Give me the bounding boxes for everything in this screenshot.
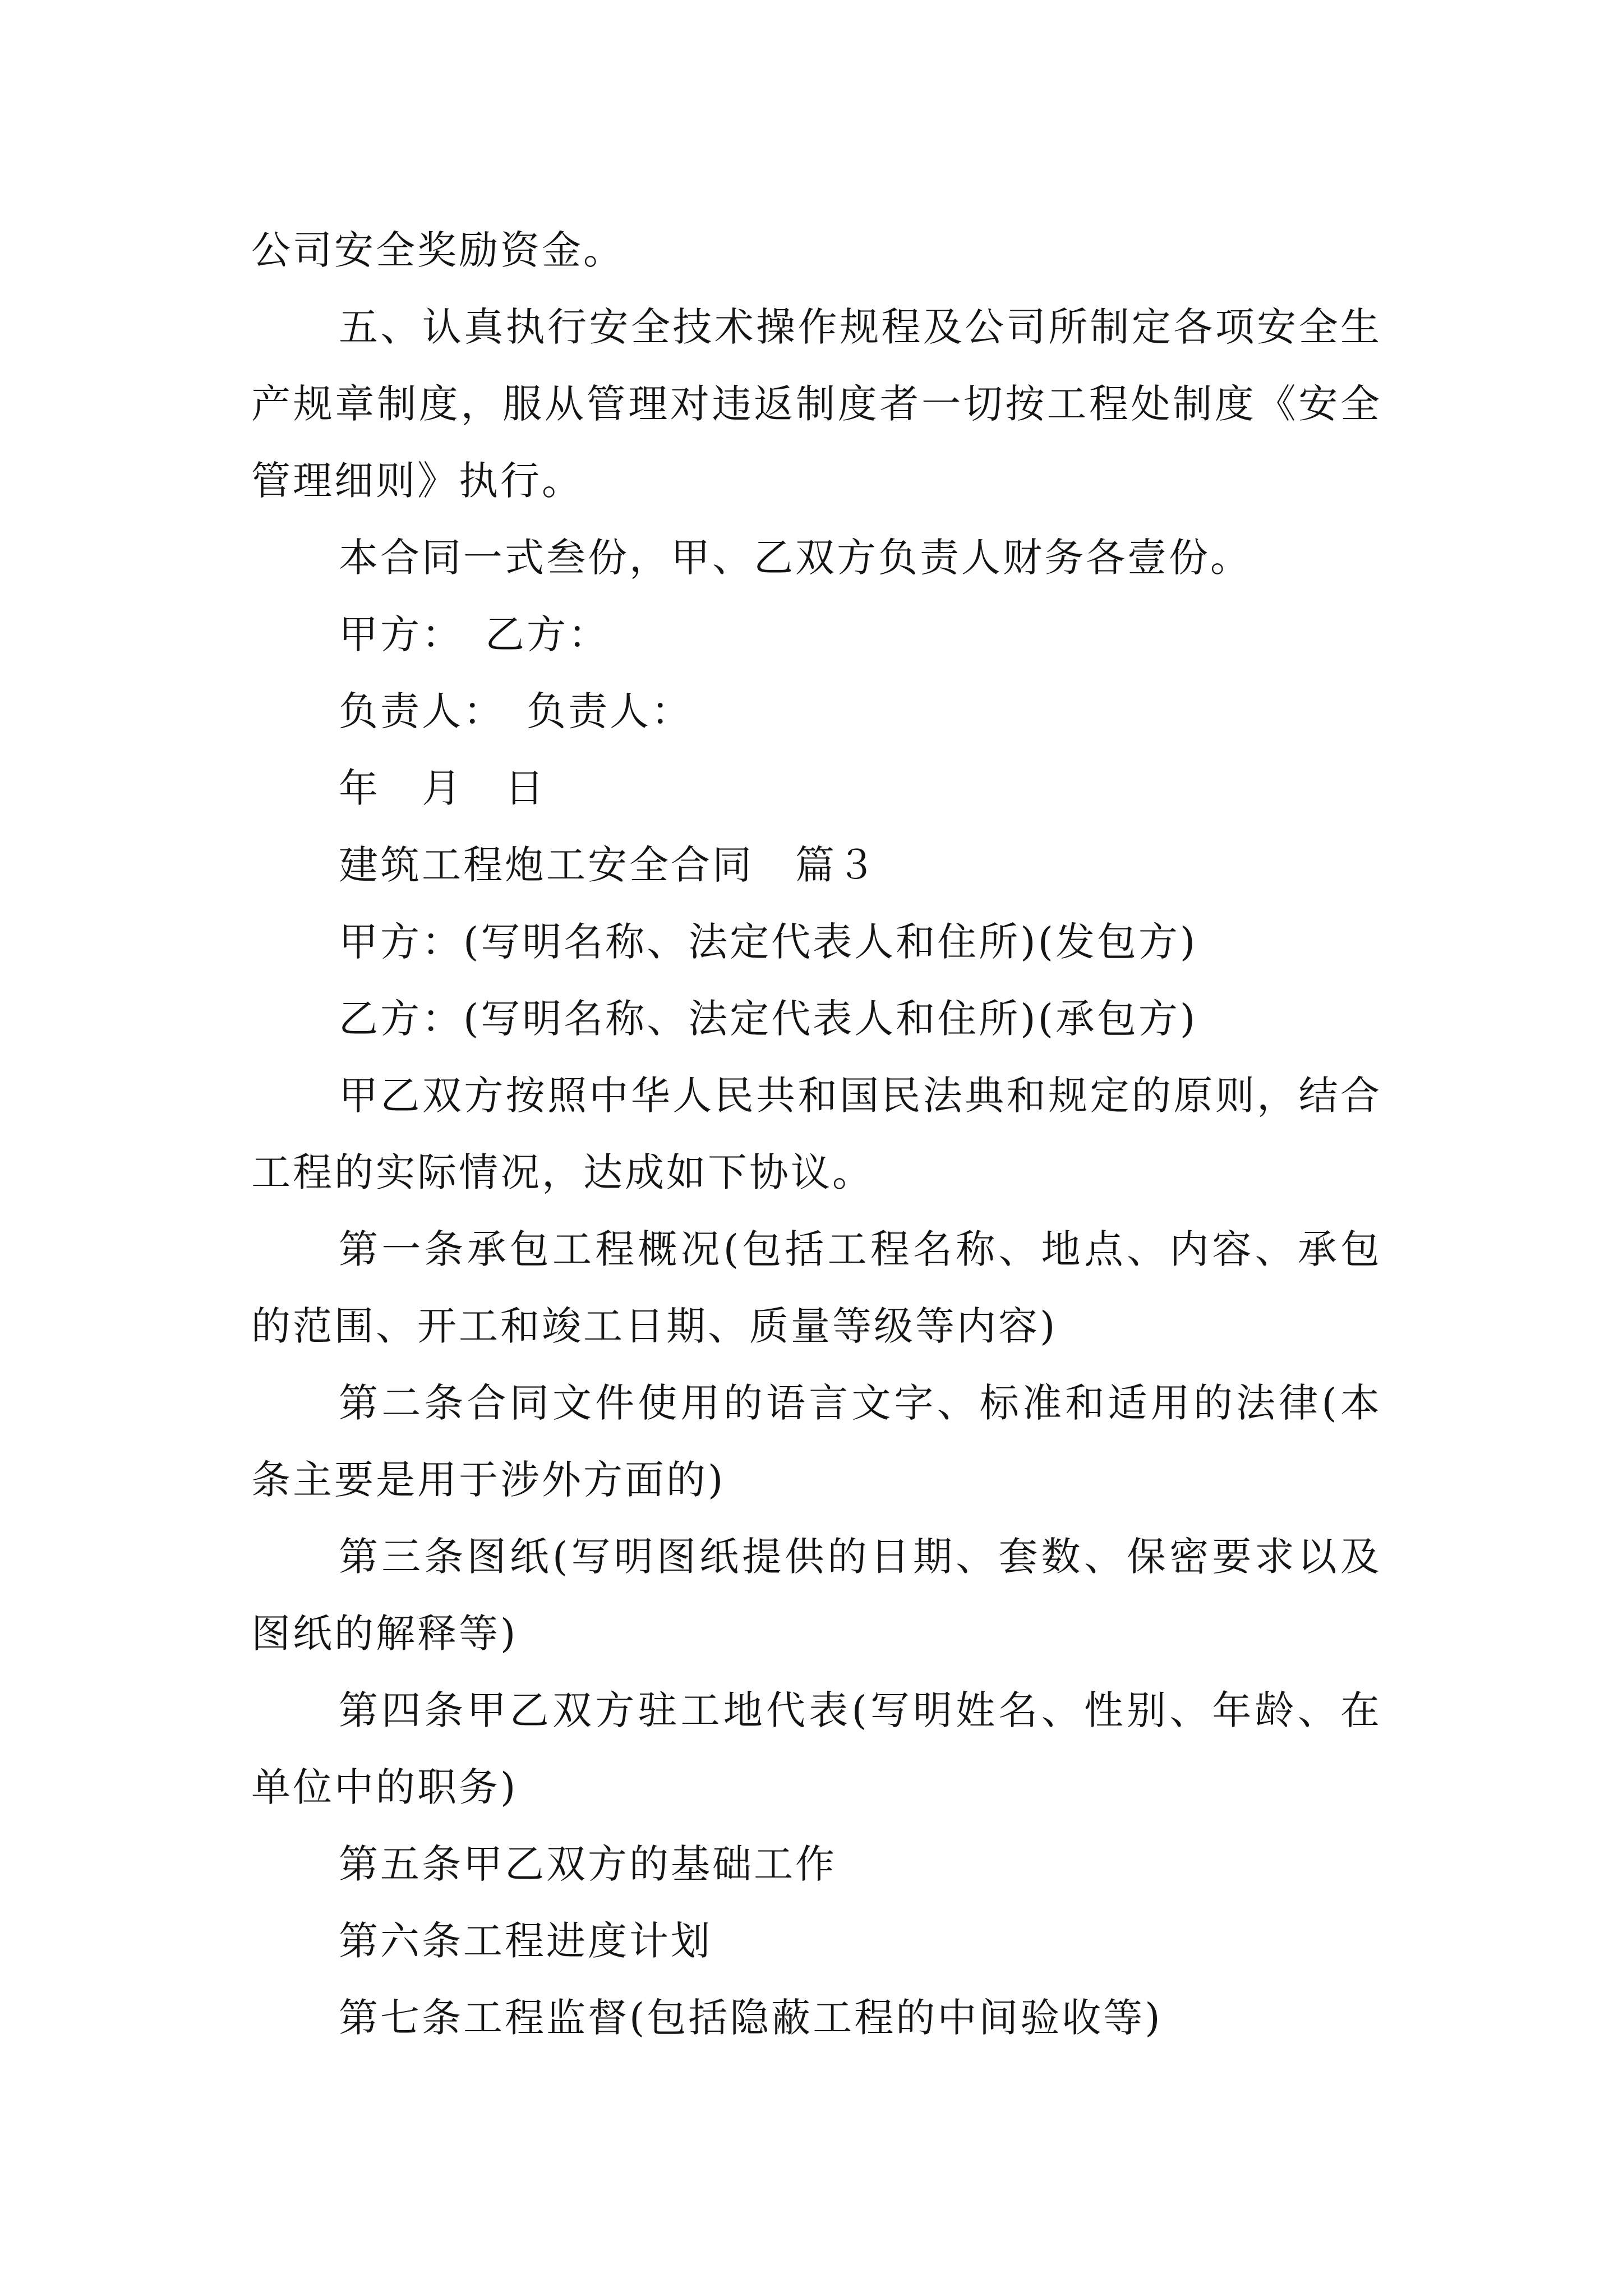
article-2: 第二条合同文件使用的语言文字、标准和适用的法律(本条主要是用于涉外方面的)	[251, 1380, 1382, 1503]
agreement-intro: 甲乙双方按照中华人民共和国民法典和规定的原则，结合工程的实际情况，达成如下协议。	[251, 1073, 1382, 1195]
article-4: 第四条甲乙双方驻工地代表(写明姓名、性别、年龄、在单位中的职务)	[251, 1687, 1382, 1810]
paragraph-2: 五、认真执行安全技术操作规程及公司所制定各项安全生产规章制度，服从管理对违返制度者一切按工程处制度《安全管理细则》执行。	[251, 304, 1382, 504]
party-a-line: 甲方：(写明名称、法定代表人和住所)(发包方)	[339, 919, 1198, 965]
document-body	[251, 212, 1382, 2056]
article-6: 第六条工程进度计划	[339, 1918, 712, 1964]
section-title: 建筑工程炮工安全合同 篇３	[339, 842, 878, 888]
signature-party-line: 甲方： 乙方：	[339, 611, 610, 657]
date-line: 年 月 日	[339, 765, 546, 811]
article-7: 第七条工程监督(包括隐蔽工程的中间验收等)	[339, 1995, 1163, 2041]
article-3: 第三条图纸(写明图纸提供的日期、套数、保密要求以及图纸的解释等)	[251, 1534, 1382, 1657]
article-1: 第一条承包工程概况(包括工程名称、地点、内容、承包的范围、开工和竣工日期、质量等级等内容)	[251, 1226, 1382, 1349]
article-5: 第五条甲乙双方的基础工作	[339, 1841, 837, 1887]
signature-responsible-line: 负责人： 负责人：	[339, 688, 693, 734]
paragraph-3: 本合同一式叁份，甲、乙双方负责人财务各壹份。	[339, 535, 1252, 581]
party-b-line: 乙方：(写明名称、法定代表人和住所)(承包方)	[339, 996, 1198, 1042]
paragraph-1: 公司安全奖励资金。	[251, 227, 625, 273]
